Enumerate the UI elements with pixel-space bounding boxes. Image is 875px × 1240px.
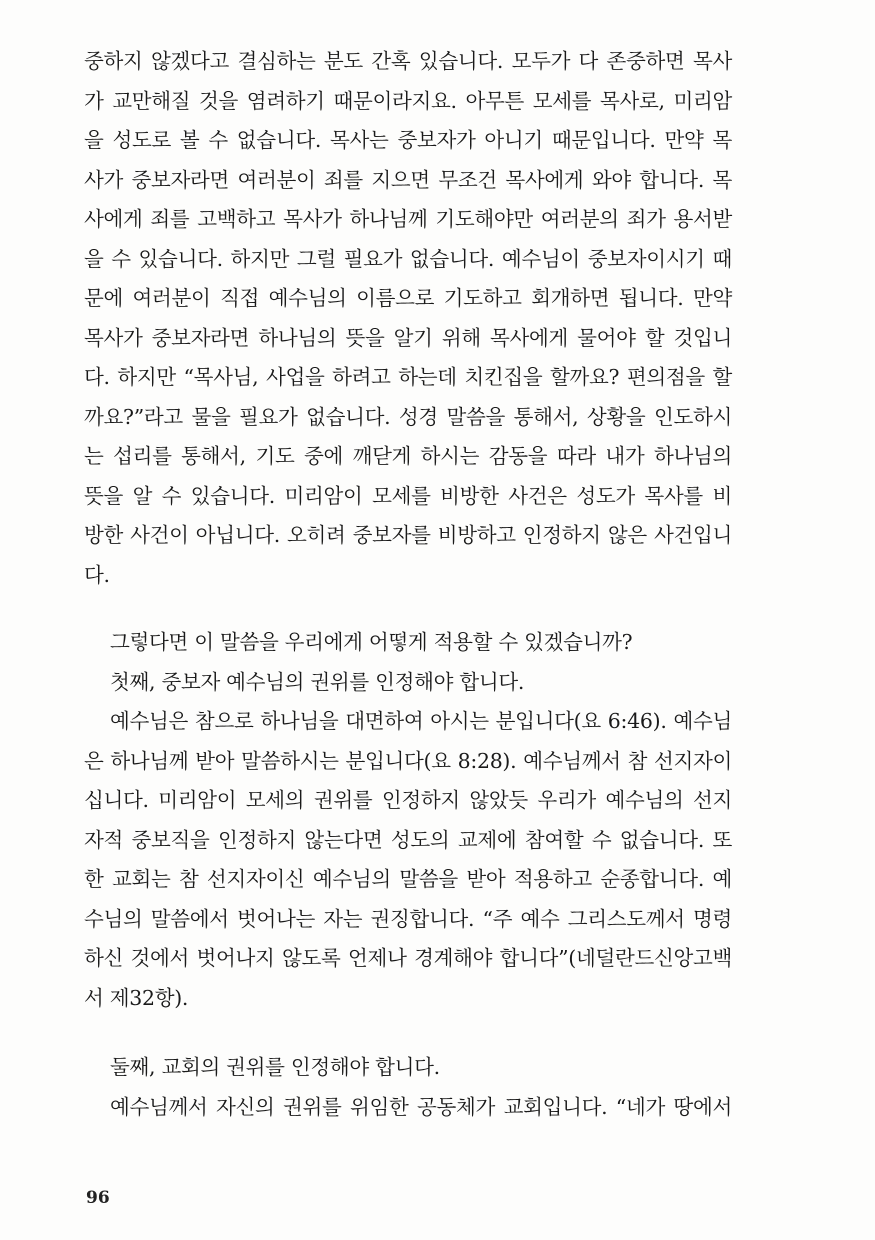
text-line: 방한 사건이 아닙니다. 오히려 중보자를 비방하고 인정하지 않은 사건입니	[84, 523, 732, 547]
text-line: 목사가 중보자라면 하나님의 뜻을 알기 위해 목사에게 물어야 할 것입니	[84, 325, 732, 350]
text-line: 서 제32항).	[84, 985, 189, 1010]
text-line: 문에 여러분이 직접 예수님의 이름으로 기도하고 회개하면 됩니다. 만약	[84, 286, 732, 310]
text-line: 사가 중보자라면 여러분이 죄를 지으면 무조건 목사에게 와야 합니다. 목	[84, 167, 732, 192]
text-line: 다. 하지만 “목사님, 사업을 하려고 하는데 치킨집을 할까요? 편의점을 할	[84, 365, 732, 389]
heading-second-point: 둘째, 교회의 권위를 인정해야 합니다.	[110, 1055, 440, 1079]
page-number: 96	[86, 1188, 110, 1208]
text-line: 은 하나님께 받아 말씀하시는 분입니다(요 8:28). 예수님께서 참 선지자이	[84, 748, 732, 773]
text-line: 을 수 있습니다. 하지만 그럴 필요가 없습니다. 예수님이 중보자이시기 때	[84, 246, 732, 271]
paragraph-3	[84, 1048, 732, 1127]
text-line: 을 성도로 볼 수 없습니다. 목사는 중보자가 아니기 때문입니다. 만약 목	[84, 128, 732, 152]
text-line: 중하지 않겠다고 결심하는 분도 간혹 있습니다. 모두가 다 존중하면 목사	[84, 49, 732, 73]
text-line: 예수님께서 자신의 권위를 위임한 공동체가 교회입니다. “네가 땅에서	[110, 1094, 732, 1119]
question-line: 그렇다면 이 말씀을 우리에게 어떻게 적용할 수 있겠습니까?	[110, 630, 633, 654]
heading-first-point: 첫째, 중보자 예수님의 권위를 인정해야 합니다.	[110, 669, 525, 694]
text-line: 한 교회는 참 선지자이신 예수님의 말씀을 받아 적용하고 순종합니다. 예	[84, 867, 732, 891]
paragraph-1	[84, 42, 732, 595]
text-line: 뜻을 알 수 있습니다. 미리암이 모세를 비방한 사건은 성도가 목사를 비	[84, 483, 732, 508]
text-line: 사에게 죄를 고백하고 목사가 하나님께 기도해야만 여러분의 죄가 용서받	[84, 207, 732, 231]
text-line: 수님의 말씀에서 벗어나는 자는 권징합니다. “주 예수 그리스도께서 명령	[84, 906, 732, 931]
text-line: 다.	[84, 562, 110, 587]
text-line: 십니다. 미리암이 모세의 권위를 인정하지 않았듯 우리가 예수님의 선지	[84, 788, 732, 812]
paragraph-2	[84, 623, 732, 1018]
text-line: 는 섭리를 통해서, 기도 중에 깨닫게 하시는 감동을 따라 내가 하나님의	[84, 444, 732, 468]
text-line: 예수님은 참으로 하나님을 대면하여 아시는 분입니다(요 6:46). 예수님	[110, 709, 732, 733]
text-line: 까요?”라고 물을 필요가 없습니다. 성경 말씀을 통해서, 상황을 인도하시	[84, 404, 732, 429]
text-line: 자적 중보직을 인정하지 않는다면 성도의 교제에 참여할 수 없습니다. 또	[84, 827, 732, 852]
text-line: 하신 것에서 벗어나지 않도록 언제나 경계해야 합니다”(네덜란드신앙고백	[84, 946, 732, 970]
text-line: 가 교만해질 것을 염려하기 때문이라지요. 아무튼 모세를 목사로, 미리암	[84, 88, 732, 113]
